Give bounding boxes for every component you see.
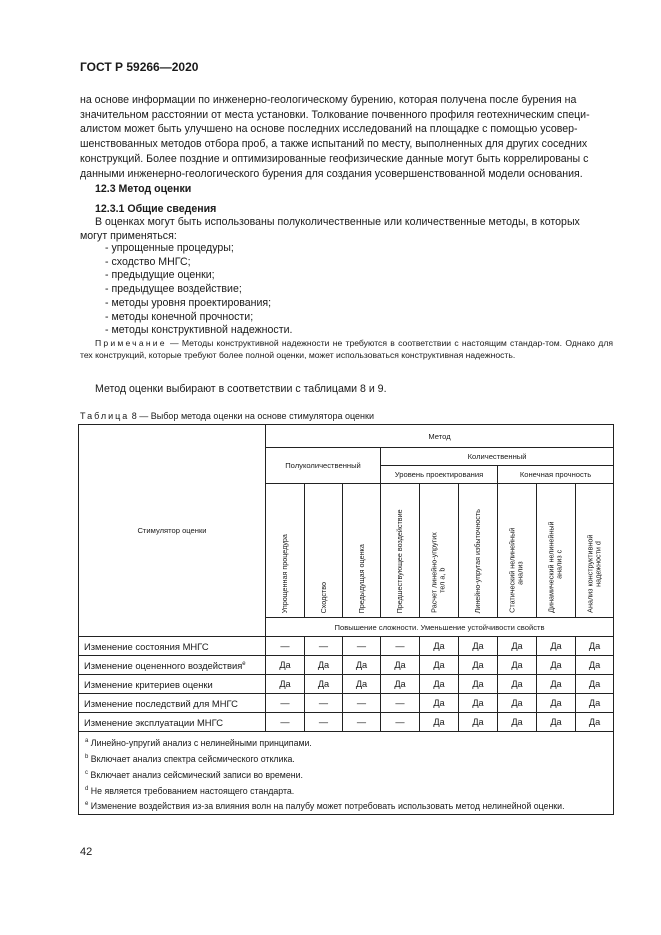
method-selection-table bbox=[78, 424, 614, 815]
table-cell: — bbox=[266, 713, 305, 732]
table-cell: Да bbox=[537, 694, 576, 713]
paragraph-line: значительном расстоянии от места установки. Толкование почвенного профиля геотехническим специ- bbox=[80, 108, 590, 121]
table-cell: — bbox=[343, 713, 381, 732]
list-item: - методы конечной прочности; bbox=[105, 310, 254, 323]
table-cell: Да bbox=[576, 675, 614, 694]
table-cell: Да bbox=[459, 656, 498, 675]
subsection-heading: 12.3.1 Общие сведения bbox=[95, 203, 217, 215]
table-cell: Да bbox=[305, 675, 343, 694]
table-row bbox=[79, 656, 614, 675]
table-cell: Да bbox=[343, 675, 381, 694]
table-cell: Да bbox=[498, 637, 537, 656]
footnote: $^a$ Линейно-упругий анализ с нелинейными принципами. bbox=[85, 737, 312, 748]
table-cell: Да bbox=[459, 675, 498, 694]
paragraph-line: данными инженерно-геологического бурения для создания усовершенствованной модели основания. bbox=[80, 167, 583, 180]
ultimate-strength-header: Конечная прочность bbox=[498, 466, 614, 484]
table-caption bbox=[80, 411, 374, 421]
row-label: Изменение последствий для МНГС bbox=[79, 694, 266, 713]
list-item: - сходство МНГС; bbox=[105, 255, 191, 268]
column-header: Анализ конструктивной надежности d bbox=[576, 484, 614, 618]
intro-line: В оценках могут быть использованы полуколичественные или количественные методы, в которых bbox=[95, 216, 580, 228]
row-label: Изменение эксплуатации МНГС bbox=[79, 713, 266, 732]
column-header: Сходство bbox=[305, 484, 343, 618]
table-cell: — bbox=[266, 694, 305, 713]
list-item: - упрощенные процедуры; bbox=[105, 242, 234, 254]
row-label: Изменение критериев оценки bbox=[79, 675, 266, 694]
table-cell: Да bbox=[498, 656, 537, 675]
table-cell: Да bbox=[459, 637, 498, 656]
page-number: 42 bbox=[80, 846, 93, 858]
methods-list bbox=[105, 242, 292, 338]
table-cell: — bbox=[305, 694, 343, 713]
column-header: Упрощенная процедура bbox=[266, 484, 305, 618]
list-item: - предыдущие оценки; bbox=[105, 269, 215, 282]
table-cell: Да bbox=[420, 675, 459, 694]
quant-header: Количественный bbox=[381, 448, 614, 466]
intro-line: могут применяться: bbox=[80, 229, 177, 242]
table-cell: — bbox=[343, 637, 381, 656]
list-item: - методы уровня проектирования; bbox=[105, 296, 272, 309]
column-header: Статический нелинейный анализ bbox=[498, 484, 537, 618]
table-cell: Да bbox=[498, 675, 537, 694]
table-cell: Да bbox=[266, 656, 305, 675]
table-caption-label: Таблица bbox=[80, 411, 130, 421]
semi-quant-header: Полуколичественный bbox=[266, 448, 381, 484]
table-cell: Да bbox=[381, 656, 420, 675]
paragraph-line: шенствованных методов отбора проб, а также испытаний по месту, выполненных для других соседних bbox=[80, 138, 588, 151]
table-cell: Да bbox=[537, 656, 576, 675]
table-cell: Да bbox=[459, 694, 498, 713]
intro-text bbox=[80, 216, 613, 243]
table-row bbox=[79, 637, 614, 656]
paragraph-line: конструкций. Более поздние и оптимизированные геофизические данные могут быть коррелированы с bbox=[80, 152, 589, 165]
column-header: Линейно-упругая избыточность bbox=[459, 484, 498, 618]
column-header: Динамический нелинейный анализ c bbox=[537, 484, 576, 618]
note-label: Примечание bbox=[95, 338, 167, 348]
table-caption-text: 8 — Выбор метода оценки на основе стимулятора оценки bbox=[129, 411, 374, 421]
document-header: ГОСТ Р 59266—2020 bbox=[80, 60, 199, 74]
table-cell: Да bbox=[420, 637, 459, 656]
table-cell: Да bbox=[420, 694, 459, 713]
note-block bbox=[80, 338, 613, 361]
table-cell: — bbox=[343, 694, 381, 713]
table-cell: — bbox=[381, 637, 420, 656]
row-label: Изменение состояния МНГС bbox=[79, 637, 266, 656]
table-cell: Да bbox=[576, 637, 614, 656]
row-label: Изменение оцененного воздействия$^e$ bbox=[79, 656, 266, 675]
paragraph-line: алистом может быть улучшено на основе последних исследований на площадке с помощью усовер- bbox=[80, 123, 578, 136]
column-header: Расчет линейно-упругих тел a, b bbox=[420, 484, 459, 618]
table-cell: Да bbox=[576, 656, 614, 675]
method-choice-text: Метод оценки выбирают в соответствии с таблицами 8 и 9. bbox=[95, 383, 387, 395]
design-level-header: Уровень проектирования bbox=[381, 466, 498, 484]
paragraph-line: на основе информации по инженерно-геологическому бурению, которая получена после бурения на bbox=[80, 94, 577, 106]
footnote: $^b$ Включает анализ спектра сейсмического отклика. bbox=[85, 753, 295, 764]
table-cell: Да bbox=[576, 694, 614, 713]
table-cell: — bbox=[381, 694, 420, 713]
list-item: - предыдущее воздействие; bbox=[105, 283, 242, 296]
table-cell: Да bbox=[266, 675, 305, 694]
table-cell: Да bbox=[343, 656, 381, 675]
complexity-row: Повышение сложности. Уменьшение устойчивости свойств bbox=[266, 618, 614, 637]
table-cell: — bbox=[266, 637, 305, 656]
table-footnotes bbox=[79, 732, 614, 815]
table-cell: Да bbox=[576, 713, 614, 732]
footnote: $^e$ Изменение воздействия из-за влияния волн на палубу может потребовать использовать метод нелинейной оценки. bbox=[85, 800, 565, 811]
table-cell: Да bbox=[420, 656, 459, 675]
paragraph-foundation-model bbox=[80, 93, 613, 181]
table-cell: Да bbox=[498, 694, 537, 713]
column-header: Предыдущая оценка bbox=[343, 484, 381, 618]
table-row bbox=[79, 713, 614, 732]
table-cell: Да bbox=[305, 656, 343, 675]
table-row bbox=[79, 675, 614, 694]
section-heading: 12.3 Метод оценки bbox=[95, 183, 192, 195]
table-cell: Да bbox=[537, 637, 576, 656]
method-header: Метод bbox=[266, 425, 614, 448]
table-cell: — bbox=[305, 637, 343, 656]
table-cell: Да bbox=[420, 713, 459, 732]
footnote: $^d$ Не является требованием настоящего стандарта. bbox=[85, 785, 295, 796]
list-item: - методы конструктивной надежности. bbox=[105, 324, 293, 337]
note-text: — Методы конструктивной надежности не требуются в соответствии с настоящим стандар-том. Однако для тех конструкций, которые требуют более полной оценки, может использоваться конструктивная надежность. bbox=[80, 338, 613, 360]
table-row bbox=[79, 694, 614, 713]
table-cell: — bbox=[305, 713, 343, 732]
table-cell: Да bbox=[459, 713, 498, 732]
table-cell: Да bbox=[381, 675, 420, 694]
table-cell: Да bbox=[537, 713, 576, 732]
column-header: Предшествующее воздействие bbox=[381, 484, 420, 618]
table-cell: Да bbox=[537, 675, 576, 694]
table-cell: Да bbox=[498, 713, 537, 732]
stimulus-header: Стимулятор оценки bbox=[79, 425, 266, 637]
table-cell: — bbox=[381, 713, 420, 732]
footnote: $^c$ Включает анализ сейсмический записи во времени. bbox=[85, 769, 303, 780]
